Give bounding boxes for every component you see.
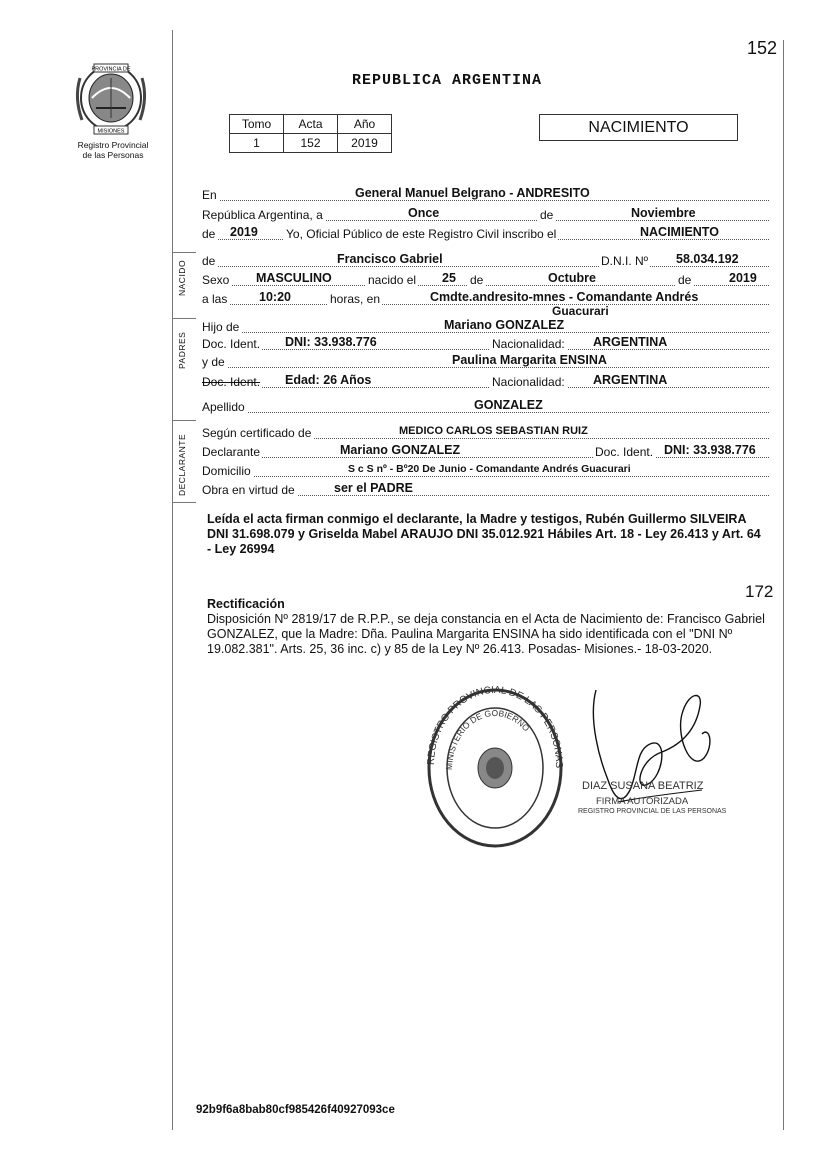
padre-doc-value: DNI: 33.938.776 xyxy=(285,335,377,349)
padre-nacionalidad-value: ARGENTINA xyxy=(593,335,668,349)
hijo-de-label: Hijo de xyxy=(202,320,240,334)
logo-caption xyxy=(58,140,168,160)
seal-outer-text: REGISTRO PROVINCIAL DE LAS PERSONAS xyxy=(425,684,565,769)
logo-top-text: PROVINCIA DE xyxy=(91,66,131,73)
dni-label: D.N.I. Nº xyxy=(601,254,649,268)
de-label: de xyxy=(540,208,554,222)
padre-name-value: Mariano GONZALEZ xyxy=(444,318,565,332)
nacionalidad-label: Nacionalidad: xyxy=(492,337,565,351)
act-type-box: NACIMIENTO xyxy=(539,114,738,141)
row-domicilio xyxy=(202,462,769,479)
doc-ident-label-struck: Doc. Ident. xyxy=(202,375,261,389)
inscribo-value: NACIMIENTO xyxy=(640,225,719,239)
row-hijo-de xyxy=(202,318,769,335)
document-title: REPUBLICA ARGENTINA xyxy=(352,72,543,89)
dni-value: 58.034.192 xyxy=(676,252,739,266)
de4-label: de xyxy=(470,273,484,287)
section-divider-declarante xyxy=(172,420,196,421)
row-sexo xyxy=(202,271,769,288)
sexo-value: MASCULINO xyxy=(256,271,332,285)
de3-label: de xyxy=(202,254,216,268)
logo-caption-line1: Registro Provincial xyxy=(77,140,149,150)
lugar-value: Cmdte.andresito-mnes - Comandante Andrés xyxy=(430,290,699,304)
page-number: 152 xyxy=(747,38,778,58)
row-madre-doc xyxy=(202,373,769,390)
domicilio-value: S c S nº - Bº20 De Junio - Comandante Andrés Guacurari xyxy=(348,463,631,475)
yo-oficial-label: Yo, Oficial Público de este Registro Civil inscribo el xyxy=(286,227,557,241)
official-seal-stamp xyxy=(420,680,570,850)
side-label-padres: PADRES xyxy=(177,331,187,369)
row-declarante xyxy=(202,443,769,460)
lugar-value-continued: Guacurari xyxy=(552,304,609,318)
doc-ident3-label: Doc. Ident. xyxy=(595,445,654,459)
section-divider-end xyxy=(172,502,196,503)
section-divider-nacido xyxy=(172,252,196,253)
signatory-organization: REGISTRO PROVINCIAL DE LAS PERSONAS xyxy=(578,808,727,815)
nacido-el-label: nacido el xyxy=(368,273,417,287)
row-en xyxy=(202,186,769,203)
dia-nac-value: 25 xyxy=(442,271,456,285)
section-divider-padres xyxy=(172,318,196,319)
domicilio-label: Domicilio xyxy=(202,464,251,478)
row-fecha xyxy=(202,206,769,223)
declarante-label: Declarante xyxy=(202,445,261,459)
row-nombre xyxy=(202,252,769,269)
closing-paragraph: Leída el acta firman conmigo el declarante, la Madre y testigos, Rubén Guillermo SILVEIRA DNI 31.698.079 y Griselda Mabel ARAUJO DNI 35.012.921 Hábiles Art. 18 - Ley 26.413 y Art. 64 - Ley 26994 xyxy=(207,512,761,556)
madre-edad-value: Edad: 26 Años xyxy=(285,373,372,387)
logo-bottom-text: MISIONES xyxy=(97,128,125,135)
apellido-label: Apellido xyxy=(202,400,245,414)
rectificacion-text: Disposición Nº 2819/17 de R.P.P., se deja constancia en el Acta de Nacimiento de: Francisco Gabriel GONZALEZ, que la Madre: Dña. Paulina Margarita ENSINA ha sido identificada con el "DNI Nº 19.082.381". Arts. 25, 36 inc. c) y 85 de la Ley Nº 26.413. Posadas- Misiones.- 18-03-2020. xyxy=(207,612,765,656)
signatory-role: FIRMA AUTORIZADA xyxy=(596,796,689,807)
hora-value: 10:20 xyxy=(259,290,291,304)
de5-label: de xyxy=(678,273,692,287)
mes-nac-value: Octubre xyxy=(548,271,596,285)
row-apellido xyxy=(202,398,769,415)
ref-value-acta: 152 xyxy=(284,134,338,153)
certificado-value: MEDICO CARLOS SEBASTIAN RUIZ xyxy=(399,425,588,437)
logo-caption-line2: de las Personas xyxy=(82,150,144,160)
left-margin-line xyxy=(172,30,173,1130)
misiones-coat-of-arms-logo xyxy=(72,58,150,140)
ref-header-acta: Acta xyxy=(284,115,338,134)
ref-value-tomo: 1 xyxy=(230,134,284,153)
right-margin-line xyxy=(783,40,784,1130)
ref-value-anio: 2019 xyxy=(338,134,392,153)
anio-value: 2019 xyxy=(230,225,258,239)
anio-nac-value: 2019 xyxy=(729,271,757,285)
document-hash: 92b9f6a8bab80cf985426f40927093ce xyxy=(196,1104,395,1116)
apellido-value: GONZALEZ xyxy=(474,398,543,412)
mes-value: Noviembre xyxy=(631,206,696,220)
tomo-acta-anio-table xyxy=(229,114,392,153)
de2-label: de xyxy=(202,227,216,241)
side-label-nacido: NACIDO xyxy=(177,259,187,296)
obra-value: ser el PADRE xyxy=(334,481,413,495)
ref-header-tomo: Tomo xyxy=(230,115,284,134)
en-label: En xyxy=(202,188,217,202)
row-padre-doc xyxy=(202,335,769,352)
row-certificado xyxy=(202,424,769,441)
nacionalidad2-label: Nacionalidad: xyxy=(492,375,565,389)
republica-label: República Argentina, a xyxy=(202,208,323,222)
nombre-value: Francisco Gabriel xyxy=(337,252,443,266)
madre-name-value: Paulina Margarita ENSINA xyxy=(452,353,607,367)
ref-header-anio: Año xyxy=(338,115,392,134)
row-obra xyxy=(202,481,769,498)
dia-value: Once xyxy=(408,206,440,220)
row-hora-lugar xyxy=(202,290,769,307)
row-anio xyxy=(202,225,769,242)
y-de-label: y de xyxy=(202,355,225,369)
rectificacion-title: Rectificación xyxy=(207,597,285,611)
side-label-declarante: DECLARANTE xyxy=(177,433,187,496)
madre-nacionalidad-value: ARGENTINA xyxy=(593,373,668,387)
horas-en-label: horas, en xyxy=(330,292,381,306)
obra-label: Obra en virtud de xyxy=(202,483,295,497)
seal-inner-text: MINISTERIO DE GOBIERNO xyxy=(443,707,532,771)
certificado-label: Según certificado de xyxy=(202,426,312,440)
en-value: General Manuel Belgrano - ANDRESITO xyxy=(355,186,590,200)
declarante-value: Mariano GONZALEZ xyxy=(340,443,461,457)
signatory-name: DIAZ SUSANA BEATRIZ xyxy=(582,780,704,792)
rectificacion-page-number: 172 xyxy=(745,582,774,601)
doc-ident-label: Doc. Ident. xyxy=(202,337,261,351)
row-madre xyxy=(202,353,769,370)
a-las-label: a las xyxy=(202,292,228,306)
sexo-label: Sexo xyxy=(202,273,230,287)
declarante-doc-value: DNI: 33.938.776 xyxy=(664,443,756,457)
